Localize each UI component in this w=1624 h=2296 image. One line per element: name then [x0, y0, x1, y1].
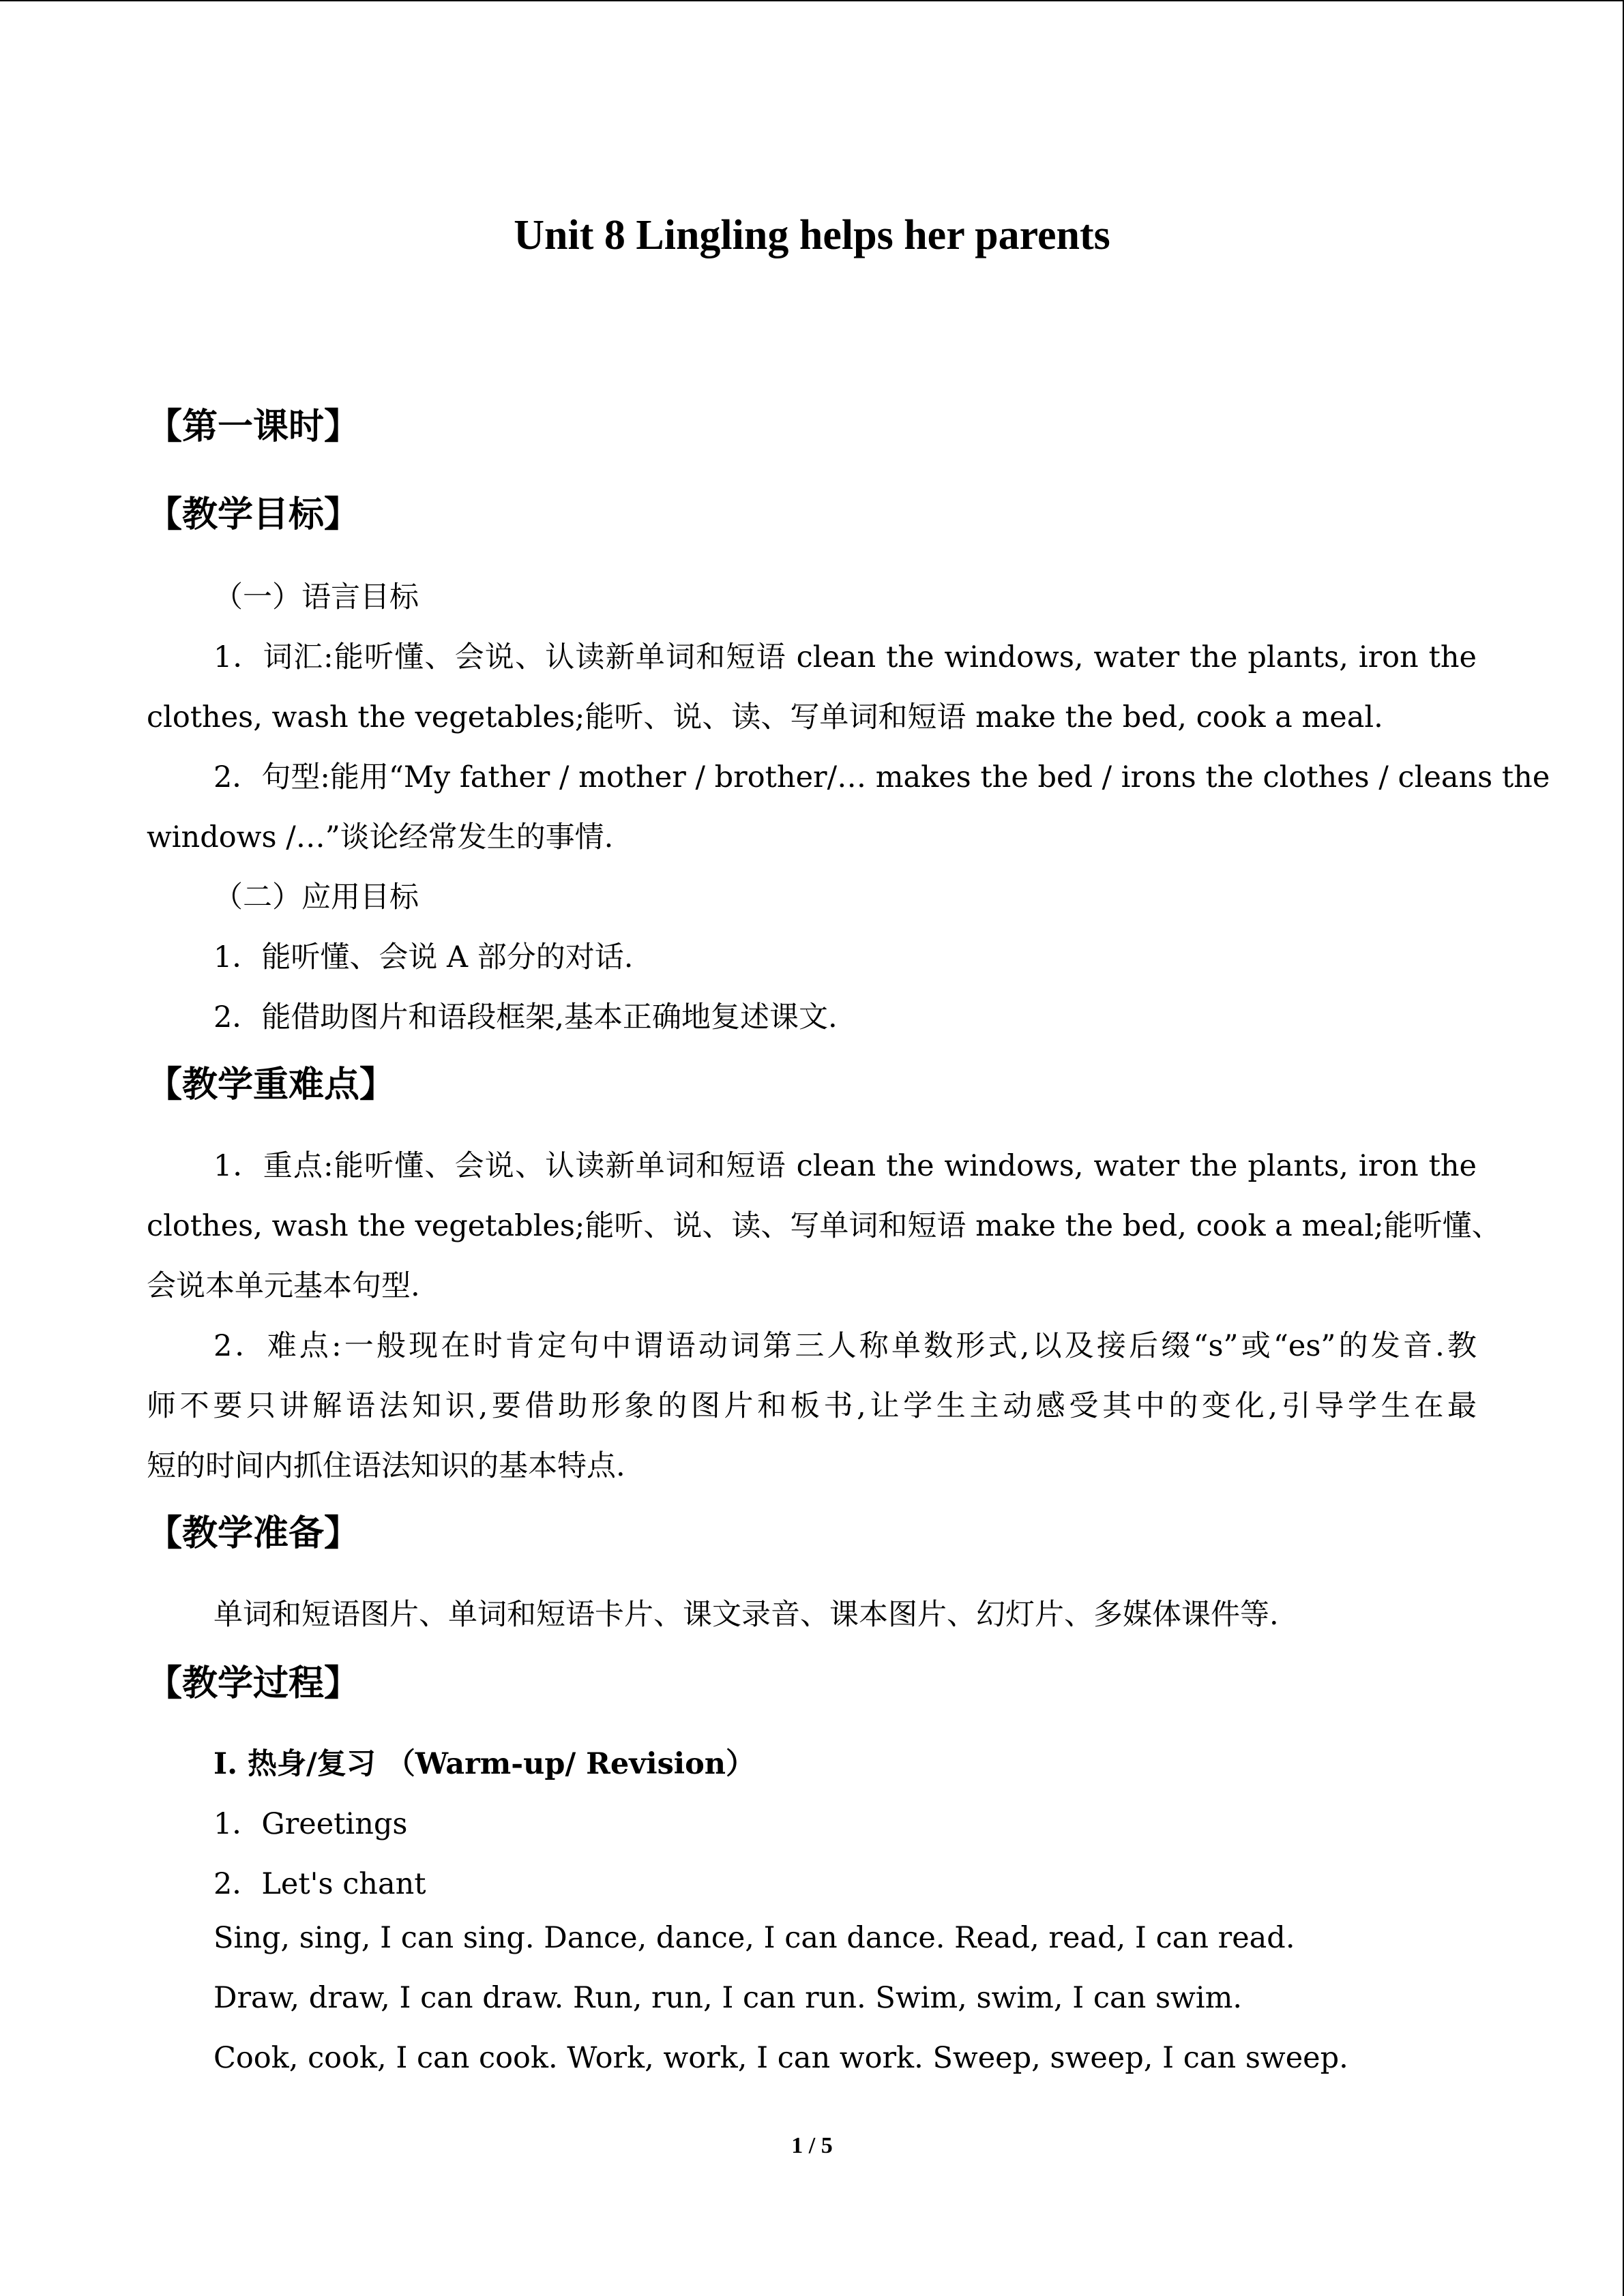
chant-line-3: Cook, cook, I can cook. Work, work, I can work. Sweep, sweep, I can sweep. — [213, 2041, 1348, 2075]
difficulty-line-1: 2．难点:一般现在时肯定句中谓语动词第三人称单数形式,以及接后缀“s”或“es”的发音.教 — [213, 1329, 1477, 1363]
pattern-line-1: 2．句型:能用“My father / mother / brother/… makes the bed / irons the clothes / cleans the — [213, 760, 1550, 794]
difficulty-line-2: 师不要只讲解语法知识,要借助形象的图片和板书,让学生主动感受其中的变化,引导学生在最 — [147, 1389, 1477, 1423]
section-heading-lesson1: 【第一课时】 — [147, 406, 360, 447]
chant-line-2: Draw, draw, I can draw. Run, run, I can run. Swim, swim, I can swim. — [213, 1981, 1243, 2015]
key-points-heading: 【教学重难点】 — [147, 1064, 396, 1105]
goals-heading: 【教学目标】 — [147, 494, 360, 535]
process-heading: 【教学过程】 — [147, 1663, 360, 1704]
vocab-line-1: 1．词汇:能听懂、会说、认读新单词和短语 clean the windows, water the plants, iron the — [213, 640, 1477, 674]
difficulty-line-3: 短的时间内抓住语法知识的基本特点. — [147, 1449, 625, 1483]
language-goal-label: （一）语言目标 — [213, 580, 419, 614]
application-goal-label: （二）应用目标 — [213, 880, 419, 914]
page-border-top — [0, 0, 1624, 1]
chant-line-1: Sing, sing, I can sing. Dance, dance, I can dance. Read, read, I can read. — [213, 1921, 1295, 1955]
chant-item: 2．Let's chant — [213, 1867, 426, 1901]
preparation-heading: 【教学准备】 — [147, 1513, 360, 1554]
warmup-heading: I. 热身/复习 （Warm-up/ Revision） — [213, 1747, 756, 1781]
key-point-line-3: 会说本单元基本句型. — [147, 1269, 420, 1303]
key-point-line-2: clothes, wash the vegetables;能听、说、读、写单词和短语 make the bed, cook a meal;能听懂、 — [147, 1209, 1501, 1243]
greetings-item: 1．Greetings — [213, 1807, 408, 1841]
pattern-line-2: windows /…”谈论经常发生的事情. — [147, 820, 614, 854]
vocab-line-2: clothes, wash the vegetables;能听、说、读、写单词和短语 make the bed, cook a meal. — [147, 700, 1383, 734]
key-point-line-1: 1．重点:能听懂、会说、认读新单词和短语 clean the windows, water the plants, iron the — [213, 1149, 1477, 1183]
application-goal-2: 2．能借助图片和语段框架,基本正确地复述课文. — [213, 1000, 838, 1034]
page-number: 1 / 5 — [791, 2133, 833, 2158]
preparation-text: 单词和短语图片、单词和短语卡片、课文录音、课本图片、幻灯片、多媒体课件等. — [213, 1598, 1279, 1632]
document-title: Unit 8 Lingling helps her parents — [514, 212, 1110, 258]
application-goal-1: 1．能听懂、会说 A 部分的对话. — [213, 940, 634, 974]
